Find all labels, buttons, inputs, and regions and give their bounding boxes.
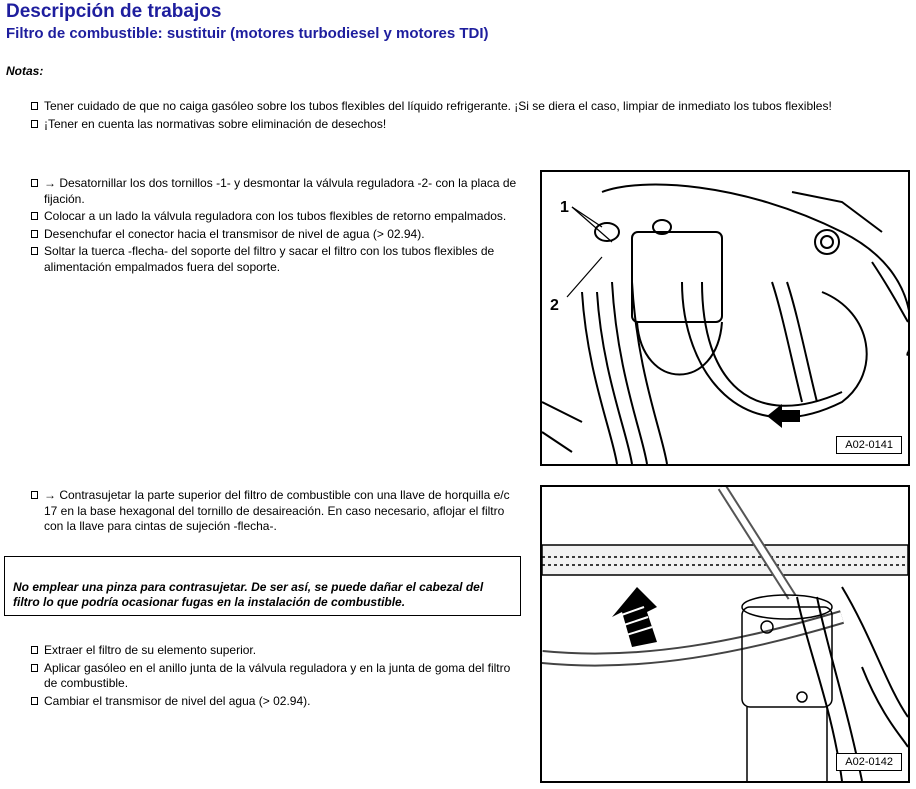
- note-text: Tener cuidado de que no caiga gasóleo sobre los tubos flexibles del líquido refrigerante. ¡Si se diera el caso, limpiar de inmediato los tubos flexibles!: [44, 99, 832, 113]
- step-text: Desenchufar el conector hacia el transmisor de nivel de agua (> 02.94).: [44, 226, 425, 241]
- list-item: [31, 227, 523, 243]
- step-text: Cambiar el transmisor de nivel del agua (> 02.94).: [44, 693, 311, 708]
- list-item: [31, 661, 523, 692]
- callout-1: 1: [560, 199, 569, 216]
- page-subtitle: Filtro de combustible: sustituir (motores turbodiesel y motores TDI): [6, 25, 489, 42]
- fuel-filter-illustration-2: [542, 487, 908, 781]
- page-title: Descripción de trabajos: [6, 1, 222, 22]
- figure-label: A02-0142: [836, 753, 902, 771]
- steps-list-2: [31, 488, 523, 537]
- step-text: Soltar la tuerca -flecha- del soporte del filtro y sacar el filtro con los tubos flexibles de alimentación empalmados fuera del soporte.: [44, 244, 495, 274]
- checkbox-icon: [31, 212, 38, 220]
- fuel-filter-illustration-1: [542, 172, 908, 464]
- step-text: Aplicar gasóleo en el anillo junta de la válvula reguladora y en la junta de goma del filtro de combustible.: [44, 660, 511, 690]
- checkbox-icon: [31, 646, 38, 654]
- figure-a02-0142: [540, 485, 910, 783]
- checkbox-icon: [31, 179, 38, 187]
- step-text: Extraer el filtro de su elemento superior.: [44, 643, 257, 657]
- list-item: [31, 643, 523, 659]
- checkbox-icon: [31, 102, 38, 110]
- checkbox-icon: [31, 664, 38, 672]
- list-item: [31, 176, 523, 207]
- note-text: ¡Tener en cuenta las normativas sobre eliminación de desechos!: [44, 116, 387, 131]
- checkbox-icon: [31, 247, 38, 255]
- figure-a02-0141: [540, 170, 910, 466]
- step-text: Colocar a un lado la válvula reguladora con los tubos flexibles de retorno empalmados.: [44, 209, 507, 223]
- warning-text: No emplear una pinza para contrasujetar. De ser así, se puede dañar el cabezal del filtro lo que podría ocasionar fugas en la instalación de combustible.: [13, 580, 484, 609]
- steps-list-1: [31, 176, 523, 277]
- checkbox-icon: [31, 491, 38, 499]
- warning-box: [4, 556, 521, 616]
- list-item: [31, 488, 523, 535]
- checkbox-icon: [31, 230, 38, 238]
- step-text: → Desatornillar los dos tornillos -1- y desmontar la válvula reguladora -2- con la placa de fijación.: [44, 176, 517, 206]
- step-text: → Contrasujetar la parte superior del filtro de combustible con una llave de horquilla e/c 17 en la base hexagonal del tornillo de desaireación. En caso necesario, aflojar el filtro con la llave para cintas de sujeción -flecha-.: [44, 488, 510, 533]
- notes-list: [31, 99, 911, 134]
- list-item: [31, 99, 911, 115]
- notes-label: Notas:: [6, 64, 44, 78]
- steps-list-3: [31, 643, 523, 711]
- list-item: [31, 117, 911, 133]
- figure-label: A02-0141: [836, 436, 902, 454]
- list-item: [31, 694, 523, 710]
- checkbox-icon: [31, 120, 38, 128]
- arrow-icon: [767, 404, 800, 428]
- callout-2: 2: [550, 297, 559, 314]
- list-item: [31, 244, 523, 275]
- list-item: [31, 209, 523, 225]
- checkbox-icon: [31, 697, 38, 705]
